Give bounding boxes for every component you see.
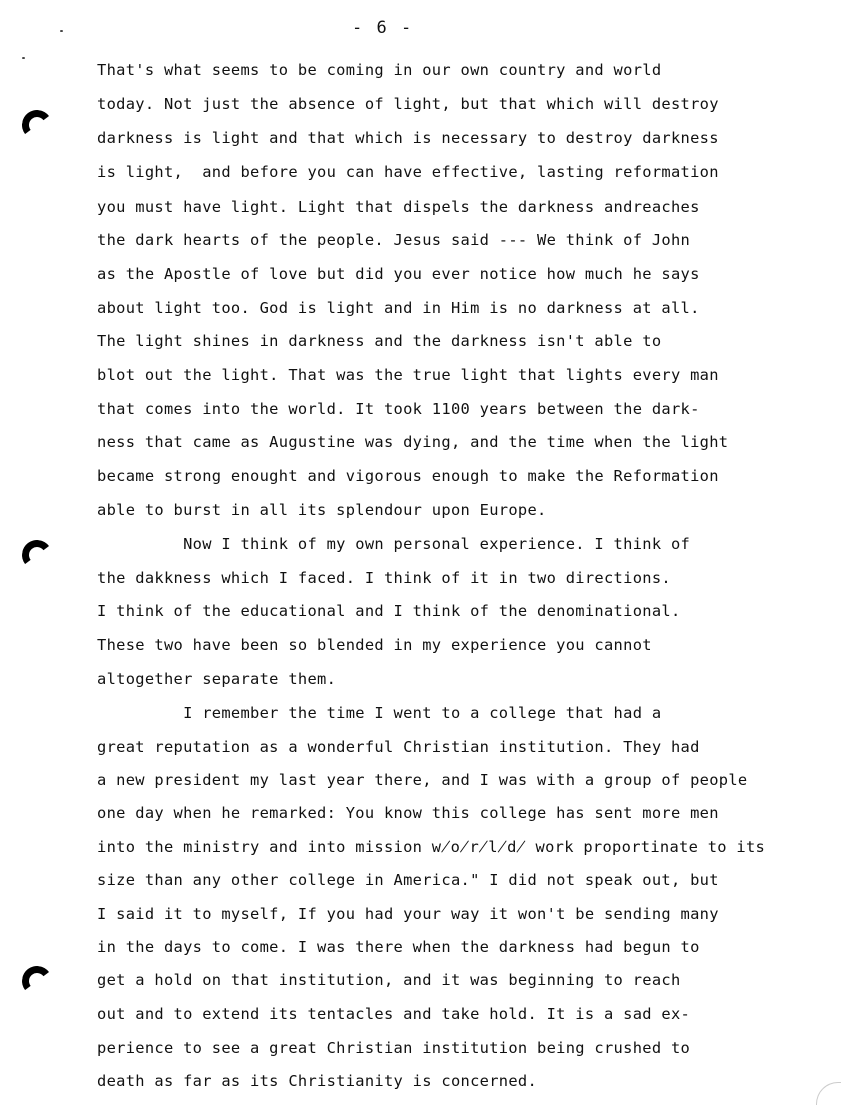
text-line: today. Not just the absence of light, but that which will destroy [97, 95, 719, 113]
text-line: That's what seems to be coming in our own country and world [97, 61, 662, 79]
text-line: in the days to come. I was there when the darkness had begun to [97, 938, 700, 956]
text-line: as the Apostle of love but did you ever notice how much he says [97, 265, 700, 283]
punch-hole-mark [20, 964, 54, 998]
text-line: I think of the educational and I think of the denominational. [97, 602, 681, 620]
text-line: the dark hearts of the people. Jesus said --- We think of John [97, 231, 691, 249]
text-line: is light, and before you can have effective, lasting reformation [97, 163, 719, 181]
punch-hole-mark [20, 538, 54, 572]
text-line: Now I think of my own personal experience. I think of [97, 535, 691, 553]
text-line: I remember the time I went to a college that had a [97, 704, 662, 722]
punch-hole-mark [20, 108, 54, 142]
text-line: one day when he remarked: You know this college has sent more men [97, 804, 719, 822]
text-line: out and to extend its tentacles and take hold. It is a sad ex- [97, 1005, 691, 1023]
text-line: I said it to myself, If you had your way it won't be sending many [97, 905, 719, 923]
page-curl [816, 1082, 841, 1105]
text-line: The light shines in darkness and the darkness isn't able to [97, 332, 662, 350]
text-line: you must have light. Light that dispels the darkness andreaches [97, 198, 700, 216]
speck-mark [60, 30, 63, 32]
text-line: These two have been so blended in my experience you cannot [97, 636, 652, 654]
text-line: blot out the light. That was the true light that lights every man [97, 366, 719, 384]
text-line: great reputation as a wonderful Christian institution. They had [97, 738, 700, 756]
text-line: perience to see a great Christian institution being crushed to [97, 1039, 691, 1057]
text-line: became strong enought and vigorous enough to make the Reformation [97, 467, 719, 485]
text-line: darkness is light and that which is necessary to destroy darkness [97, 129, 719, 147]
text-line: able to burst in all its splendour upon Europe. [97, 501, 547, 519]
text-line: death as far as its Christianity is concerned. [97, 1072, 538, 1090]
text-line: get a hold on that institution, and it was beginning to reach [97, 971, 681, 989]
text-line: about light too. God is light and in Him is no darkness at all. [97, 299, 700, 317]
text-line: altogether separate them. [97, 670, 337, 688]
text-line: ness that came as Augustine was dying, and the time when the light [97, 433, 729, 451]
text-line: the dakkness which I faced. I think of it in two directions. [97, 569, 671, 587]
text-line: size than any other college in America." I did not speak out, but [97, 871, 719, 889]
text-line: a new president my last year there, and I was with a group of people [97, 771, 748, 789]
text-line: that comes into the world. It took 1100 years between the dark- [97, 400, 700, 418]
page-number: - 6 - [352, 18, 414, 38]
text-line: into the ministry and into mission w̸o̸r̸l̸d̸ work proportinate to its [97, 838, 766, 856]
speck-mark [22, 57, 25, 59]
